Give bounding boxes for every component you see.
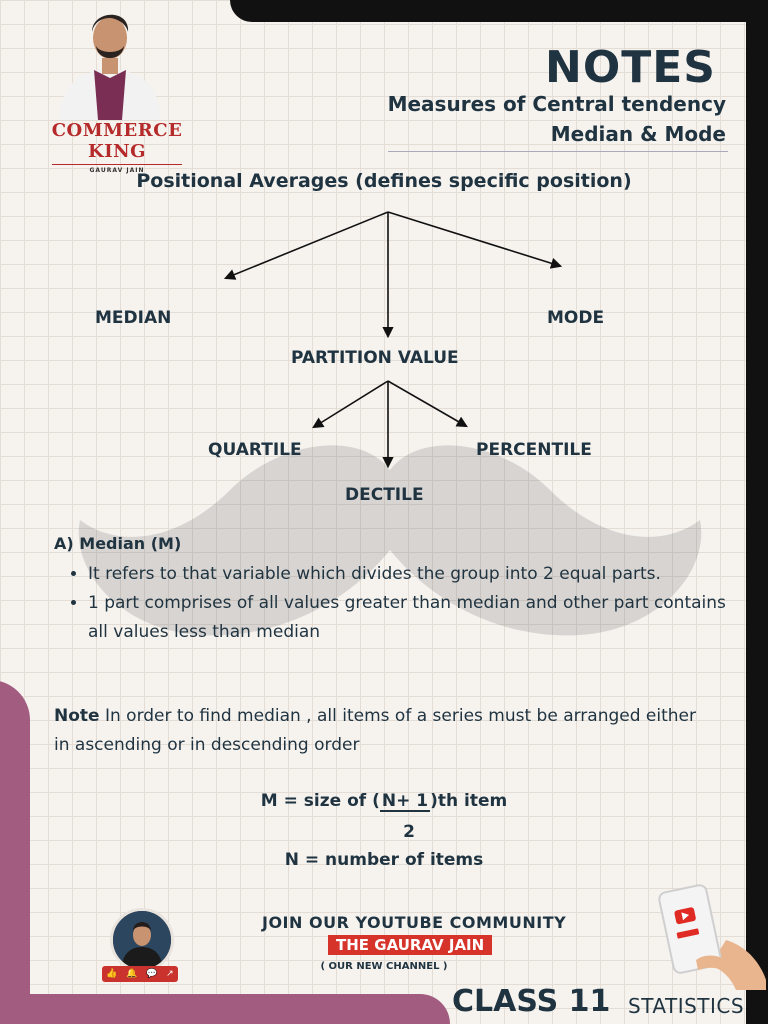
share-icon[interactable]: ↗ [166,969,174,979]
top-frame-bar [230,0,768,22]
node-median: MEDIAN [95,308,172,328]
note-text: In order to find median , all items of a series must be arranged either in ascending or in descending order [54,706,697,755]
list-item: • It refers to that variable which divides the group into 2 equal parts. [88,560,738,589]
page-title: NOTES [545,42,716,93]
brand-name: COMMERCE KING [51,120,183,162]
decor-bottom-band [0,994,450,1024]
topic-subtitle: Median & Mode [550,122,726,146]
note-paragraph [54,702,714,760]
comment-icon[interactable]: 💬 [146,969,158,979]
node-decile: DECTILE [345,485,424,505]
node-mode: MODE [547,308,605,328]
arrow-to-median [226,212,388,278]
right-frame-bar [746,0,768,1024]
brand-logo [22,120,212,174]
section-heading: A) Median (M) [54,534,182,553]
node-quartile: QUARTILE [208,440,302,460]
presenter-avatar-icon [50,4,170,120]
bell-icon[interactable]: 🔔 [126,969,138,979]
node-partition-value: PARTITION VALUE [291,348,459,368]
topic-title: Measures of Central tendency [387,92,726,116]
median-bullets [60,560,738,647]
phone-youtube-icon[interactable] [656,880,766,990]
formula-suffix: )th item [430,791,508,811]
formula-prefix: M = size of [260,791,373,811]
subject-label: STATISTICS [628,994,745,1018]
channel-name-badge[interactable]: THE GAURAV JAIN [328,935,492,955]
formula-open: ( [372,791,380,811]
arrow-to-quartile [314,381,388,427]
formula-definition: N = number of items [284,850,484,870]
median-formula [0,791,768,812]
like-icon[interactable]: 👍 [106,969,118,979]
join-community-text: JOIN OUR YOUTUBE COMMUNITY [262,913,567,932]
note-label: Note [54,706,100,726]
channel-note: ( OUR NEW CHANNEL ) [320,961,448,972]
arrow-to-mode [388,212,560,266]
arrow-to-percentile [388,381,466,426]
diagram-title: Positional Averages (defines specific position) [136,170,632,192]
formula-denominator: 2 [403,822,415,842]
formula-numerator: N+ 1 [381,791,429,811]
class-label: CLASS 11 [452,984,611,1019]
list-item: • 1 part comprises of all values greater than median and other part contains all values less than median [88,589,738,647]
title-divider [388,151,728,152]
brand-subtitle: GAURAV JAIN [52,164,182,174]
node-percentile: PERCENTILE [476,440,592,460]
